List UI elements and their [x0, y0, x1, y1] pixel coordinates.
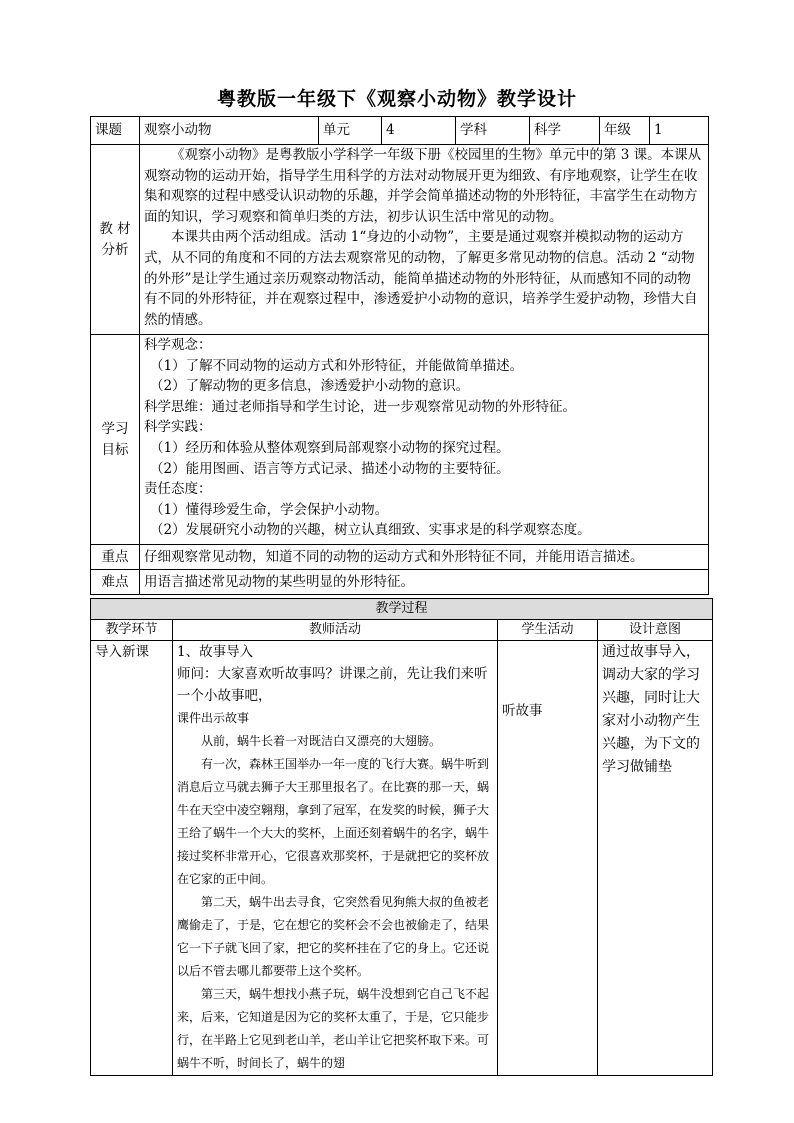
teacher-line: 师问：大家喜欢听故事吗？讲课之前，先让我们来听一个小故事吧，: [177, 666, 488, 704]
teacher-line: 1、故事导入: [177, 644, 254, 660]
goal-line: 科学实践：: [144, 419, 212, 436]
teacher-line: 第三天，蜗牛想找小燕子玩，蜗牛没想到它自己飞不起来，后来，它知道是因为它的奖杯太重了，于是，它只能步行，在半路上它见到老山羊，老山羊让它把奖杯取下来。可蜗牛不听，时间长了，蜗牛的翅: [177, 987, 490, 1070]
analysis-label: [91, 145, 140, 335]
student-activity: [498, 641, 598, 1076]
teacher-line: 第二天，蜗牛出去寻食，它突然看见狗熊大叔的鱼被老鹰偷走了，于是，它在想它的奖杯会不会也被偷走了，结果它一下子就飞回了家，把它的奖杯挂在了它的身上。它还说以后不管去哪儿都要带上这个奖杯。: [177, 895, 490, 978]
goal-line: （2）发展研究小动物的兴趣，树立认真细致、实事求是的科学观察态度。: [150, 522, 591, 539]
grade-label: 年级: [600, 117, 650, 145]
difficult-point-label: 难点: [91, 570, 140, 595]
analysis-paragraph: 本课共由两个活动组成。活动 1“身边的小动物”，主要是通过观察并模拟动物的运动方式，从不同的角度和不同的方法去观察常见的动物，了解更多常见动物的信息。活动 2 “动物的外形”是让学生通过亲历观察动物活动，能简单描述动物的外形特征，从而感知不同的动物有不同的外形特征，并在观察过程中，渗透爱护小动物的意识，培养学生爱护动物，珍惜大自然的情感。: [144, 229, 698, 328]
subject-label: 学科: [456, 117, 530, 145]
analysis-label-text: 教 材 分析: [99, 220, 131, 258]
stage-cell: 导入新课: [91, 641, 173, 1076]
grade-value: 1: [650, 117, 709, 145]
col-stage-header: 教学环节: [91, 620, 173, 641]
col-intent-header: 设计意图: [598, 620, 713, 641]
goal-line: 责任态度：: [144, 481, 212, 498]
teacher-line: 从前，蜗牛长着一对既洁白又漂亮的大翅膀。: [201, 734, 442, 748]
lesson-label: 课题: [91, 117, 140, 145]
unit-label: 单元: [319, 117, 382, 145]
goal-line: 科学观念：: [144, 337, 212, 353]
key-point-text: 仔细观察常见动物，知道不同的动物的运动方式和外形特征不同，并能用语言描述。: [140, 545, 709, 570]
goal-line: （1）懂得珍爱生命，学会保护小动物。: [150, 501, 389, 518]
goals-text: [140, 335, 709, 545]
design-intent: 通过故事导入，调动大家的学习兴趣，同时让大家对小动物产生兴趣，为下文的学习做铺垫: [598, 641, 713, 1076]
teacher-line: 课件出示故事: [177, 711, 250, 725]
key-point-label: 重点: [91, 545, 140, 570]
page-title: 粤教版一年级下《观察小动物》教学设计: [216, 88, 577, 110]
student-activity-text: 听故事: [502, 703, 543, 719]
difficult-point-text: 用语言描述常见动物的某些明显的外形特征。: [140, 570, 709, 595]
analysis-paragraph: 《观察小动物》是粤教版小学科学一年级下册《校园里的生物》单元中的第 3 课。本课从观察动物的运动开始，指导学生用科学的方法对动物展开更为细致、有序地观察，让学生在收集和观察的过程中感受认识动物的乐趣，并学会简单描述动物的外形特征，丰富学生在动物方面的知识，学习观察和简单归类的方法，初步认识生活中常见的动物。: [144, 147, 702, 225]
goal-line: （1）了解不同动物的运动方式和外形特征，并能做简单描述。: [150, 357, 524, 374]
lesson-info-table: [90, 116, 709, 595]
goal-line: （1）经历和体验从整体观察到局部观察小动物的探究过程。: [150, 439, 510, 456]
lesson-value: 观察小动物: [140, 117, 319, 145]
col-teacher-header: 教师活动: [173, 620, 498, 641]
process-header: 教学过程: [91, 599, 713, 620]
teacher-activity: [173, 641, 498, 1076]
unit-value: 4: [382, 117, 456, 145]
goal-line: 科学思维：通过老师指导和学生讨论，进一步观察常见动物的外形特征。: [144, 398, 576, 415]
analysis-text: [140, 145, 709, 335]
teacher-line: 有一次，森林王国举办一年一度的飞行大赛。蜗牛听到消息后立马就去狮子大王那里报名了。在比赛的那一天，蜗牛在天空中凌空翱翔，拿到了冠军，在发奖的时候，狮子大王给了蜗牛一个大大的奖杯，上面还刻着蜗牛的名字，蜗牛接过奖杯非常开心，它很喜欢那奖杯，于是就把它的奖杯放在它家的正中间。: [177, 757, 490, 886]
goal-line: （2）了解动物的更多信息，渗透爱护小动物的意识。: [150, 378, 470, 395]
goals-label-text: 学习 目标: [101, 420, 129, 458]
goal-line: （2）能用图画、语言等方式记录、描述小动物的主要特征。: [150, 460, 510, 477]
subject-value: 科学: [530, 117, 600, 145]
col-student-header: 学生活动: [498, 620, 598, 641]
teaching-process-table: [90, 598, 713, 1076]
goals-label: [91, 335, 140, 545]
